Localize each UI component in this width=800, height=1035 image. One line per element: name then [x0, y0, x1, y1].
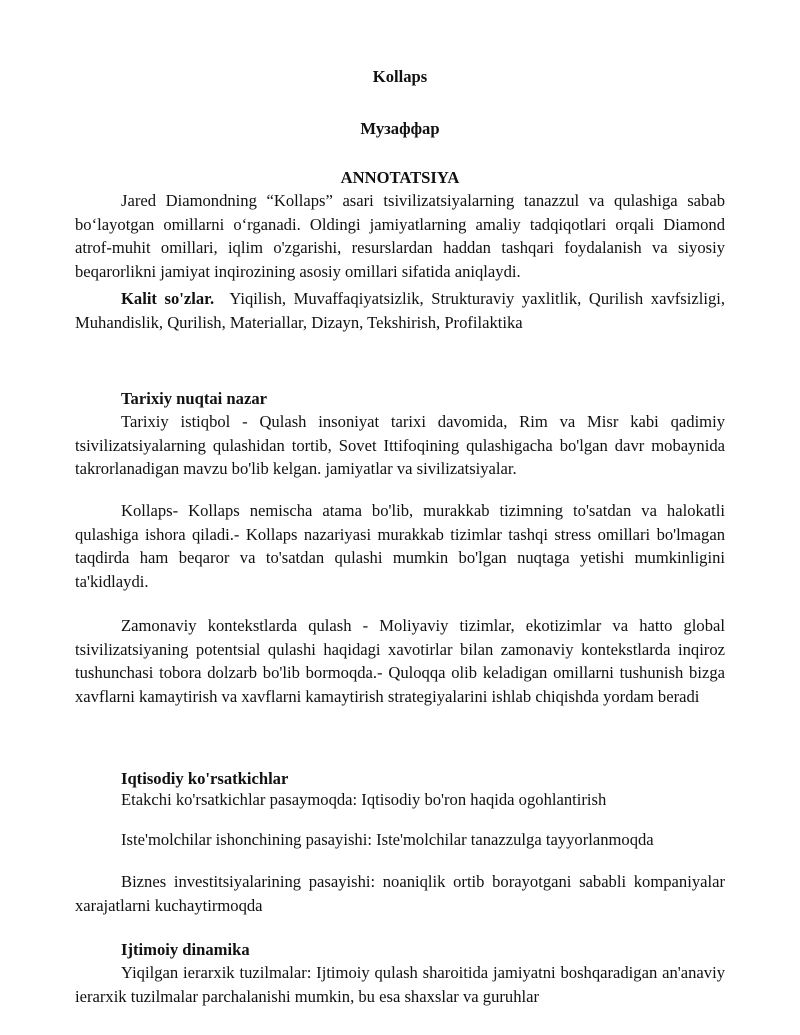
keywords-text: Yiqilish, Muvaffaqiyatsizlik, Strukturaviy yaxlitlik, Qurilish xavfsizligi, Muhandislik, Qurilish, Materiallar, Dizayn, Tekshirish, Profilaktika	[75, 289, 726, 332]
economic-paragraph-3: Biznes investitsiyalarining pasayishi: noaniqlik ortib borayotgani sababli kompaniyalar xarajatlarni kuchaytirmoqda	[75, 872, 725, 915]
document-author: Музаффар	[360, 119, 440, 138]
section-heading-social: Ijtimoiy dinamika	[121, 940, 250, 959]
annotation-heading: ANNOTATSIYA	[340, 168, 460, 187]
economic-paragraph-2: Iste'molchilar ishonchining pasayishi: Iste'molchilar tanazzulga tayyorlanmoqda	[121, 830, 654, 849]
historical-paragraph-3: Zamonaviy kontekstlarda qulash - Moliyaviy tizimlar, ekotizimlar va hatto global tsivilizatsiyaning potentsial qulashi haqidagi xavotirlar bilan zamonaviy kontekstlarda inqiroz tushunchasi tobora dolzarb bo'lib bormoqda.- Quloqqa olib keladigan omillarni tushunish bizga xavflarni kamaytirish va xavflarni kamaytirish strategiyalarini ishlab chiqishda yordam beradi	[75, 616, 725, 706]
historical-paragraph-2: Kollaps- Kollaps nemischa atama bo'lib, murakkab tizimning to'satdan va halokatli qulashiga ishora qiladi.- Kollaps nazariyasi murakkab tizimlar tashqi stress omillari bo'lmagan taqdirda ham beqaror va to'satdan qulashi mumkin bo'lgan nuqtaga yetishi mumkinligini ta'kidlaydi.	[75, 501, 725, 591]
section-heading-historical: Tarixiy nuqtai nazar	[121, 389, 267, 408]
economic-paragraph-1: Etakchi ko'rsatkichlar pasaymoqda: Iqtisodiy bo'ron haqida ogohlantirish	[121, 790, 607, 809]
keywords-gap	[214, 289, 229, 308]
document-title: Kollaps	[372, 67, 428, 86]
keywords-label: Kalit so'zlar.	[121, 289, 215, 308]
historical-paragraph-1: Tarixiy istiqbol - Qulash insoniyat tarixi davomida, Rim va Misr kabi qadimiy tsivilizatsiyalarning qulashidan tortib, Sovet Ittifoqining qulashigacha bo'lgan davr mobaynida takrorlanadigan mavzu bo'lib kelgan. jamiyatlar va sivilizatsiyalar.	[75, 412, 725, 478]
social-paragraph-1: Yiqilgan ierarxik tuzilmalar: Ijtimoiy qulash sharoitida jamiyatni boshqaradigan an'anaviy ierarxik tuzilmalar parchalanishi mumkin, bu esa shaxslar va guruhlar	[75, 963, 725, 1006]
keywords-paragraph	[75, 287, 725, 334]
section-heading-economic: Iqtisodiy ko'rsatkichlar	[121, 769, 289, 788]
annotation-paragraph: Jared Diamondning “Kollaps” asari tsivilizatsiyalarning tanazzul va qulashiga sabab bo‘layotgan omillarni o‘rganadi. Oldingi jamiyatlarning amaliy tadqiqotlari orqali Diamond atrof-muhit omillari, iqlim o'zgarishi, resurslardan haddan tashqari foydalanish va siyosiy beqarorlikni jamiyat inqirozining asosiy omillari sifatida aniqlaydi.	[75, 191, 725, 281]
